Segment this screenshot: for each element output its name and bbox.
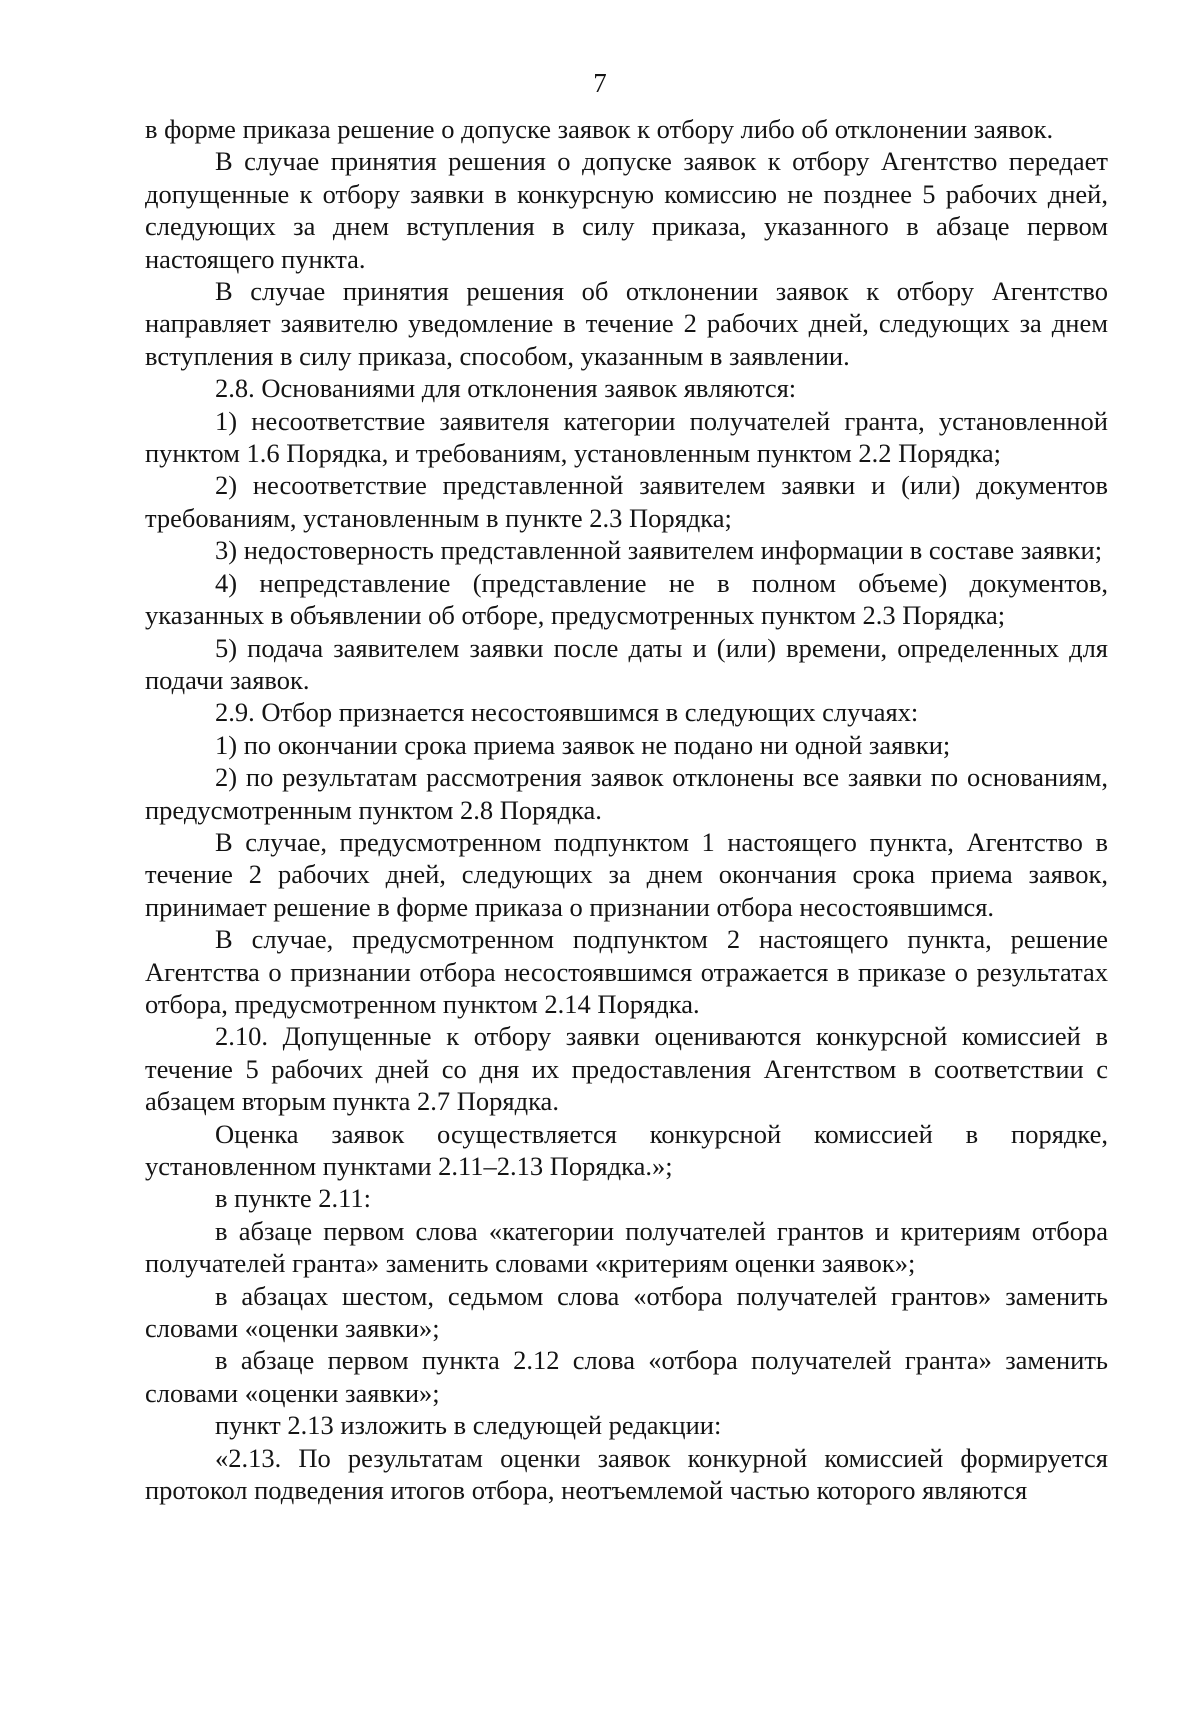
list-item: 4) непредставление (представление не в полном объеме) документов, указанных в объявлении об отборе, предусмотренных пунктом 2.3 Порядка; [145, 567, 1108, 631]
paragraph: Оценка заявок осуществляется конкурсной комиссией в порядке, установленном пунктами 2.11–2.13 Порядка.»; [145, 1118, 1108, 1181]
paragraph-clause-2-9: 2.9. Отбор признается несостоявшимся в следующих случаях: [215, 697, 919, 728]
list-item: 1) несоответствие заявителя категории получателей гранта, установленной пунктом 1.6 Порядка, и требованиям, установленным пунктом 2.2 Порядка; [145, 405, 1108, 469]
document-body [145, 113, 1108, 1506]
paragraph: в абзаце первом пункта 2.12 слова «отбора получателей гранта» заменить словами «оценки заявки»; [145, 1345, 1108, 1408]
paragraph: В случае принятия решения о допуске заявок к отбору Агентство передает допущенные к отбору заявки в конкурсную комиссию не позднее 5 рабочих дней, следующих за днем вступления в силу приказа, указанного в абзаце первом настоящего пункта. [145, 146, 1108, 274]
list-item: 1) по окончании срока приема заявок не подано ни одной заявки; [215, 729, 951, 760]
paragraph: в абзаце первом слова «категории получателей грантов и критериям отбора получателей гранта» заменить словами «критериям оценки заявок»; [145, 1215, 1108, 1279]
paragraph-continuation: в форме приказа решение о допуске заявок к отбору либо об отклонении заявок. [145, 114, 1054, 144]
list-item: 2) по результатам рассмотрения заявок отклонены все заявки по основаниям, предусмотренным пунктом 2.8 Порядка. [145, 762, 1108, 825]
list-item: 2) несоответствие представленной заявителем заявки и (или) документов требованиям, установленным в пункте 2.3 Порядка; [145, 470, 1108, 533]
paragraph: В случае принятия решения об отклонении заявок к отбору Агентство направляет заявителю уведомление в течение 2 рабочих дней, следующих за днем вступления в силу приказа, способом, указанным в заявлении. [145, 276, 1108, 371]
paragraph-clause-2-8: 2.8. Основаниями для отклонения заявок являются: [215, 373, 797, 404]
paragraph: В случае, предусмотренном подпунктом 1 настоящего пункта, Агентство в течение 2 рабочих дней, следующих за днем окончания срока приема заявок, принимает решение в форме приказа о признании отбора несостоявшимся. [145, 826, 1108, 922]
page-number: 7 [593, 68, 607, 98]
list-item: 3) недостоверность представленной заявителем информации в составе заявки; [215, 535, 1103, 566]
paragraph-clause-2-13: «2.13. По результатам оценки заявок конкурной комиссией формируется протокол подведения итогов отбора, неотъемлемой частью которого являются [145, 1442, 1108, 1506]
paragraph: пункт 2.13 изложить в следующей редакции: [215, 1410, 722, 1441]
paragraph: В случае, предусмотренном подпунктом 2 настоящего пункта, решение Агентства о признании отбора несостоявшимся отражается в приказе о результатах отбора, предусмотренном пунктом 2.14 Порядка. [145, 924, 1108, 1019]
list-item: 5) подача заявителем заявки после даты и (или) времени, определенных для подачи заявок. [145, 632, 1108, 695]
paragraph-clause-2-10: 2.10. Допущенные к отбору заявки оцениваются конкурсной комиссией в течение 5 рабочих дней со дня их предоставления Агентством в соответствии с абзацем вторым пункта 2.7 Порядка. [145, 1021, 1108, 1117]
paragraph: в пункте 2.11: [215, 1183, 371, 1214]
paragraph: в абзацах шестом, седьмом слова «отбора получателей грантов» заменить словами «оценки заявки»; [145, 1280, 1108, 1344]
